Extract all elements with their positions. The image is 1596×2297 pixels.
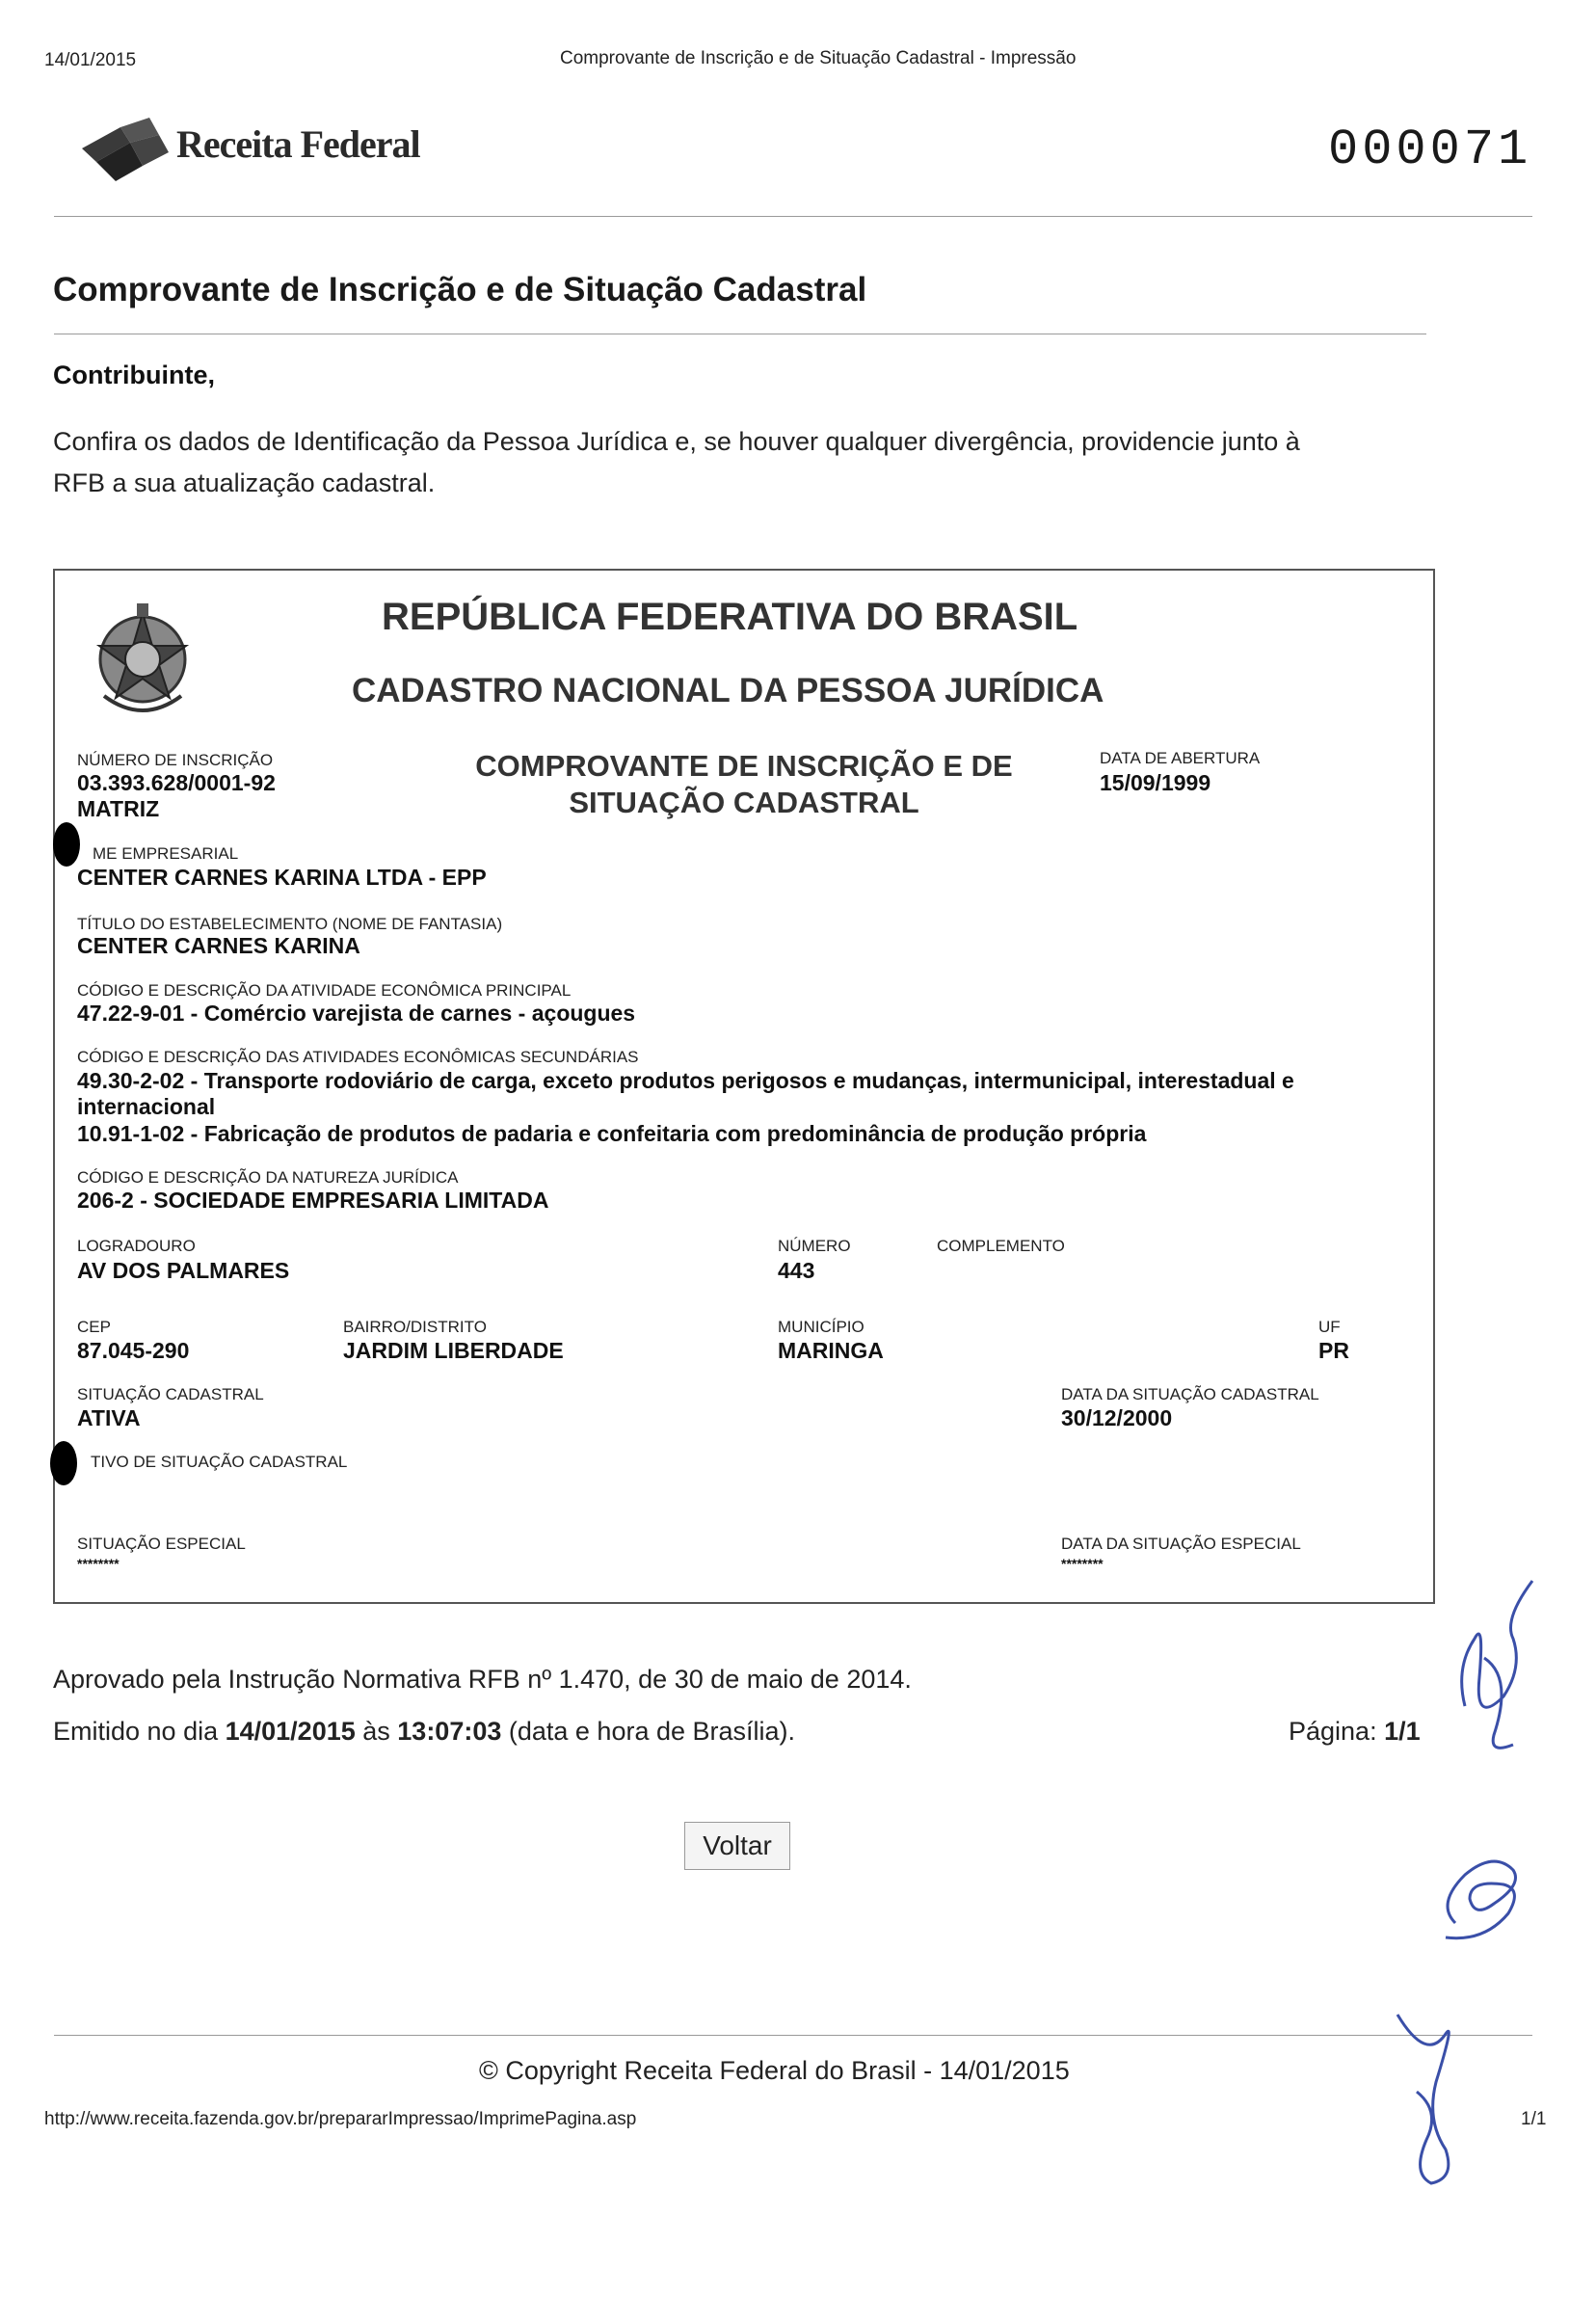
registry-title: CADASTRO NACIONAL DA PESSOA JURÍDICA	[352, 672, 1104, 709]
intro-line-2: RFB a sua atualização cadastral.	[53, 468, 436, 497]
numero-label: NÚMERO	[778, 1237, 851, 1255]
page-value: 1/1	[1384, 1717, 1421, 1746]
back-button[interactable]: Voltar	[684, 1822, 790, 1870]
cep-label: CEP	[77, 1318, 111, 1336]
logradouro-label: LOGRADOURO	[77, 1237, 196, 1255]
page-indicator	[1289, 1717, 1421, 1747]
atividades-secundarias-label: CÓDIGO E DESCRIÇÃO DAS ATIVIDADES ECONÔMICAS SECUNDÁRIAS	[77, 1048, 639, 1066]
bairro-label: BAIRRO/DISTRITO	[343, 1318, 487, 1336]
receita-logo-icon	[77, 108, 183, 185]
atividade-secundaria-2: 10.91-1-02 - Fabricação de produtos de padaria e confeitaria com predominância de produção própria	[77, 1121, 1147, 1146]
motivo-situacao-label: TIVO DE SITUAÇÃO CADASTRAL	[91, 1453, 348, 1471]
page-label: Página:	[1289, 1717, 1385, 1746]
document-number: 000071	[1328, 121, 1532, 178]
complemento-label: COMPLEMENTO	[937, 1237, 1065, 1255]
atividade-principal-label: CÓDIGO E DESCRIÇÃO DA ATIVIDADE ECONÔMICA PRINCIPAL	[77, 981, 572, 1000]
comprovante-title	[455, 748, 1033, 821]
print-date: 14/01/2015	[44, 50, 137, 70]
data-situacao-especial-label: DATA DA SITUAÇÃO ESPECIAL	[1061, 1535, 1301, 1553]
titulo-value: CENTER CARNES KARINA	[77, 933, 360, 958]
municipio-value: MARINGA	[778, 1338, 884, 1363]
initials-mark	[1426, 1846, 1542, 1952]
numero-inscricao-label: NÚMERO DE INSCRIÇÃO	[77, 751, 274, 769]
natureza-juridica-value: 206-2 - SOCIEDADE EMPRESARIA LIMITADA	[77, 1188, 549, 1213]
bairro-value: JARDIM LIBERDADE	[343, 1338, 564, 1363]
signature-mark	[1388, 2005, 1475, 2188]
ink-blot	[50, 1441, 77, 1485]
page-title: Comprovante de Inscrição e de Situação Cadastral	[53, 271, 867, 308]
brand-name: Receita Federal	[176, 122, 420, 166]
nome-empresarial-value: CENTER CARNES KARINA LTDA - EPP	[77, 865, 487, 890]
logradouro-value: AV DOS PALMARES	[77, 1258, 290, 1283]
emission-prefix: Emitido no dia	[53, 1717, 226, 1746]
uf-label: UF	[1318, 1318, 1341, 1336]
comprovante-title-line-2: SITUAÇÃO CADASTRAL	[569, 786, 919, 819]
data-abertura-value: 15/09/1999	[1100, 770, 1211, 795]
data-situacao-value: 30/12/2000	[1061, 1405, 1173, 1430]
ink-blot	[53, 822, 80, 867]
numero-inscricao-value: 03.393.628/0001-92	[77, 770, 276, 795]
atividade-secundaria-1-line-1: 49.30-2-02 - Transporte rodoviário de carga, exceto produtos perigosos e mudanças, intermunicipal, interestadual e	[77, 1068, 1294, 1093]
tipo-estabelecimento: MATRIZ	[77, 796, 160, 821]
municipio-label: MUNICÍPIO	[778, 1318, 864, 1336]
print-title: Comprovante de Inscrição e de Situação Cadastral - Impressão	[560, 48, 1077, 68]
emission-suffix: (data e hora de Brasília).	[501, 1717, 796, 1746]
country-title: REPÚBLICA FEDERATIVA DO BRASIL	[382, 596, 1078, 638]
atividade-secundaria-1-line-2: internacional	[77, 1094, 216, 1119]
situacao-cadastral-label: SITUAÇÃO CADASTRAL	[77, 1385, 264, 1403]
comprovante-title-line-1: COMPROVANTE DE INSCRIÇÃO E DE	[475, 749, 1013, 783]
atividade-principal-value: 47.22-9-01 - Comércio varejista de carnes - açougues	[77, 1001, 636, 1026]
footer-divider	[54, 2035, 1532, 2036]
emission-date: 14/01/2015	[225, 1717, 356, 1746]
greeting: Contribuinte,	[53, 361, 215, 389]
situacao-especial-value: ********	[77, 1556, 120, 1571]
copyright: © Copyright Receita Federal do Brasil - 14/01/2015	[479, 2056, 1070, 2085]
situacao-cadastral-value: ATIVA	[77, 1405, 141, 1430]
print-page: 1/1	[1521, 2109, 1547, 2129]
data-situacao-especial-value: ********	[1061, 1556, 1104, 1571]
titulo-label: TÍTULO DO ESTABELECIMENTO (NOME DE FANTASIA)	[77, 915, 503, 933]
print-url: http://www.receita.fazenda.gov.br/prepararImpressao/ImprimePagina.asp	[44, 2109, 637, 2129]
natureza-juridica-label: CÓDIGO E DESCRIÇÃO DA NATUREZA JURÍDICA	[77, 1168, 459, 1187]
nome-empresarial-label: ME EMPRESARIAL	[93, 844, 239, 863]
data-situacao-label: DATA DA SITUAÇÃO CADASTRAL	[1061, 1385, 1319, 1403]
emission-note	[53, 1717, 795, 1747]
approval-note: Aprovado pela Instrução Normativa RFB nº 1.470, de 30 de maio de 2014.	[53, 1665, 912, 1694]
data-abertura-label: DATA DE ABERTURA	[1100, 749, 1261, 767]
emission-mid: às	[355, 1717, 398, 1746]
uf-value: PR	[1318, 1338, 1349, 1363]
numero-value: 443	[778, 1258, 815, 1283]
intro-line-1: Confira os dados de Identificação da Pessoa Jurídica e, se houver qualquer divergência, providencie junto à	[53, 427, 1300, 456]
cep-value: 87.045-290	[77, 1338, 190, 1363]
situacao-especial-label: SITUAÇÃO ESPECIAL	[77, 1535, 246, 1553]
emission-time: 13:07:03	[397, 1717, 502, 1746]
coat-of-arms-icon	[85, 600, 200, 725]
signature-mark	[1446, 1562, 1552, 1774]
header-divider	[54, 216, 1532, 217]
